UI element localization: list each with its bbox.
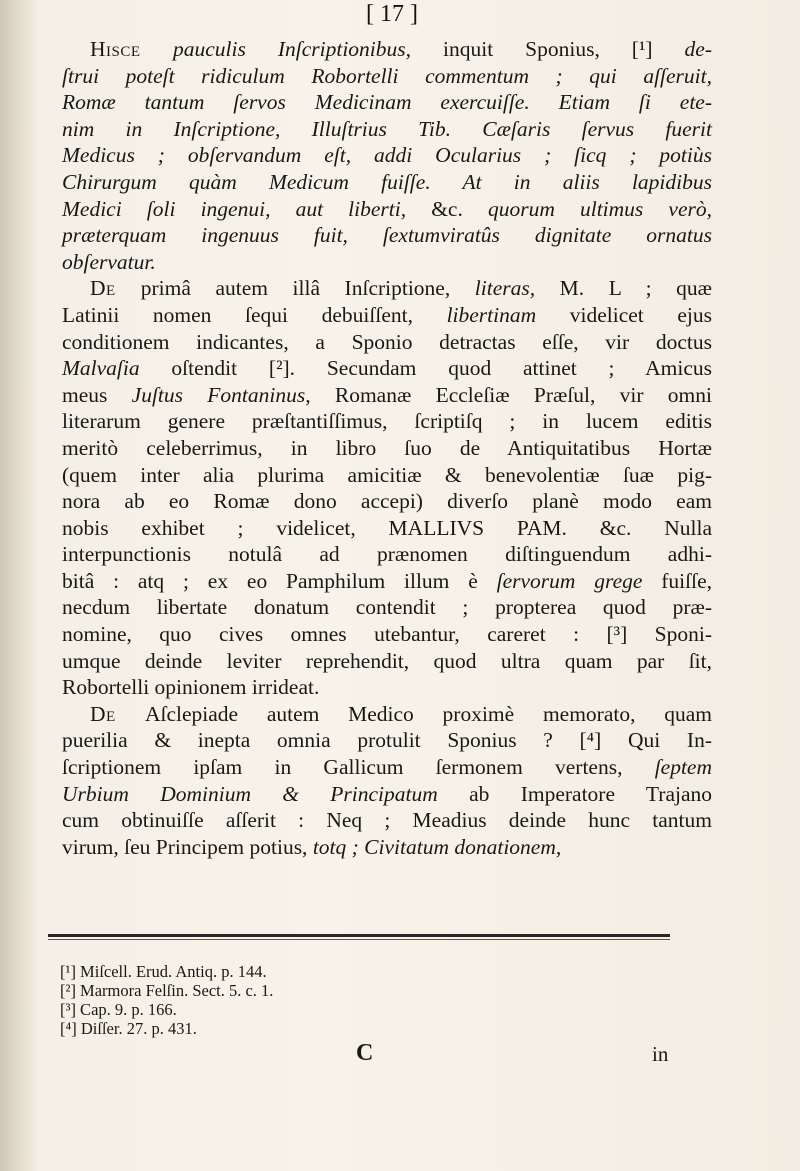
text-line	[62, 142, 712, 169]
italic-text: præterquam ingenuus fuit, ſextumviratûs dignitate ornatus	[62, 223, 712, 248]
text-line	[62, 781, 712, 808]
footnote: [¹] Miſcell. Erud. Antiq. p. 144.	[60, 962, 267, 981]
roman-text: cum obtinuiſſe aſſerit : Neq ; Meadius deinde hunc tantum	[62, 808, 712, 833]
roman-text: puerilia & inepta omnia protulit Sponius ? [⁴] Qui In-	[62, 728, 712, 753]
footnote-rule	[48, 934, 670, 937]
italic-text: totq ; Civitatum donationem,	[312, 834, 562, 859]
roman-text: ſcriptionem ipſam in Gallicum ſermonem vertens,	[62, 755, 655, 780]
text-line	[62, 36, 712, 63]
small-caps-text: De	[90, 276, 141, 301]
roman-text: bitâ : atq ; ex eo Pamphilum illum è	[62, 568, 497, 593]
italic-text: literas,	[474, 276, 536, 301]
italic-text: Juſtus Fontaninus,	[131, 382, 311, 407]
roman-text: videlicet ejus	[536, 302, 712, 327]
text-line	[62, 196, 712, 223]
italic-text: Romæ tantum ſervos Medicinam exercuiſſe. Etiam ſi ete-	[62, 90, 712, 115]
roman-text: nora ab eo Romæ dono accepi) diverſo planè modo eam	[62, 489, 712, 514]
text-line	[62, 116, 712, 143]
italic-text: ſervorum grege	[496, 568, 643, 593]
text-line	[62, 462, 712, 489]
text-line	[62, 594, 712, 621]
roman-text: inquit Sponius, [¹]	[411, 37, 685, 61]
footnote: [²] Marmora Felſin. Sect. 5. c. 1.	[60, 981, 274, 1000]
text-line	[62, 834, 712, 861]
roman-text: meus	[62, 382, 132, 407]
italic-text: Chirurgum quàm Medicum fuiſſe. At in aliis lapidibus	[62, 169, 712, 194]
italic-text: quorum ultimus verò,	[487, 196, 712, 221]
roman-text: Latinii nomen ſequi debuiſſent,	[62, 302, 447, 327]
main-text	[62, 36, 712, 860]
text-line	[62, 222, 712, 249]
footnote: [⁴] Diſſer. 27. p. 431.	[60, 1019, 197, 1038]
roman-text: nomine, quo cives omnes utebantur, careret : [³] Sponi-	[62, 622, 712, 647]
text-line	[62, 621, 712, 648]
paragraph	[62, 36, 712, 275]
roman-text: &c.	[406, 196, 488, 221]
text-line	[62, 355, 712, 382]
italic-text: nim in Inſcriptione, Illuſtrius Tib. Cæſaris ſervus fuerit	[62, 116, 712, 141]
text-line	[62, 275, 712, 302]
roman-text: nobis exhibet ; videlicet, MALLIVS PAM. &c. Nulla	[62, 515, 712, 540]
text-line	[62, 63, 712, 90]
text-line	[62, 382, 712, 409]
text-line	[62, 408, 712, 435]
footnote: [³] Cap. 9. p. 166.	[60, 1000, 177, 1019]
roman-text: necdum libertate donatum contendit ; propterea quod præ-	[62, 595, 712, 620]
italic-text: pauculis Inſcriptionibus,	[173, 37, 412, 61]
paragraph	[62, 275, 712, 701]
roman-text: meritò celeberrimus, in libro ſuo de Antiquitatibus Hortæ	[62, 435, 712, 460]
roman-text: fuiſſe,	[642, 568, 713, 593]
text-line	[62, 249, 712, 276]
italic-text: Medici ſoli ingenui, aut liberti,	[62, 196, 407, 221]
roman-text: conditionem indicantes, a Sponio detractas eſſe, vir doctus	[62, 329, 712, 354]
italic-text: Medicus ; obſervandum eſt, addi Ocularius ; ſicq ; potiùs	[62, 143, 712, 168]
text-line	[62, 435, 712, 462]
text-line	[62, 701, 712, 728]
roman-text: ab Imperatore Trajano	[437, 781, 712, 806]
text-line	[62, 89, 712, 116]
roman-text: oſtendit [²]. Secundam quod attinet ; Amicus	[139, 356, 712, 381]
roman-text: Aſclepiade autem Medico proximè memorato, quam	[144, 701, 712, 726]
italic-text: Urbium Dominium & Principatum	[62, 781, 438, 806]
roman-text: M. L ; quæ	[535, 276, 712, 301]
italic-text: ſeptem	[654, 755, 712, 780]
text-line	[62, 727, 712, 754]
roman-text: Robortelli opinionem irrideat.	[62, 675, 320, 700]
text-line	[62, 515, 712, 542]
signature-mark: C	[356, 1040, 374, 1066]
roman-text: (quem inter alia plurima amicitiæ & benevolentiæ ſuæ pig-	[62, 462, 712, 487]
roman-text: umque deinde leviter reprehendit, quod ultra quam par ſit,	[62, 648, 712, 673]
catchword: in	[652, 1042, 669, 1066]
roman-text: primâ autem illâ Inſcriptione,	[140, 276, 475, 301]
text-line	[62, 329, 712, 356]
text-line	[62, 807, 712, 834]
roman-text: interpunctionis notulâ ad prænomen diſtinguendum adhi-	[62, 542, 712, 567]
text-line	[62, 302, 712, 329]
text-line	[62, 754, 712, 781]
text-line	[62, 568, 712, 595]
text-line	[62, 674, 712, 701]
roman-text: virum, ſeu Principem potius,	[62, 834, 313, 859]
italic-text: Malvaſia	[62, 356, 140, 381]
text-line	[62, 648, 712, 675]
text-line	[62, 169, 712, 196]
paragraph	[62, 701, 712, 861]
italic-text: ſtrui poteſt ridiculum Robortelli commentum ; qui aſſeruit,	[62, 63, 712, 88]
gutter-shadow	[0, 0, 38, 1171]
italic-text: de-	[684, 37, 712, 61]
italic-text: obſervatur.	[62, 249, 156, 274]
small-caps-text: Hisce	[90, 37, 174, 61]
roman-text: literarum genere præſtantiſſimus, ſcriptiſq ; in lucem editis	[62, 409, 712, 434]
roman-text: Romanæ Eccleſiæ Præſul, vir omni	[310, 382, 713, 407]
text-line	[62, 541, 712, 568]
small-caps-text: De	[90, 701, 145, 726]
italic-text: libertinam	[446, 302, 537, 327]
page-number: [ 17 ]	[366, 1, 418, 27]
footnotes	[60, 962, 460, 1038]
text-line	[62, 488, 712, 515]
